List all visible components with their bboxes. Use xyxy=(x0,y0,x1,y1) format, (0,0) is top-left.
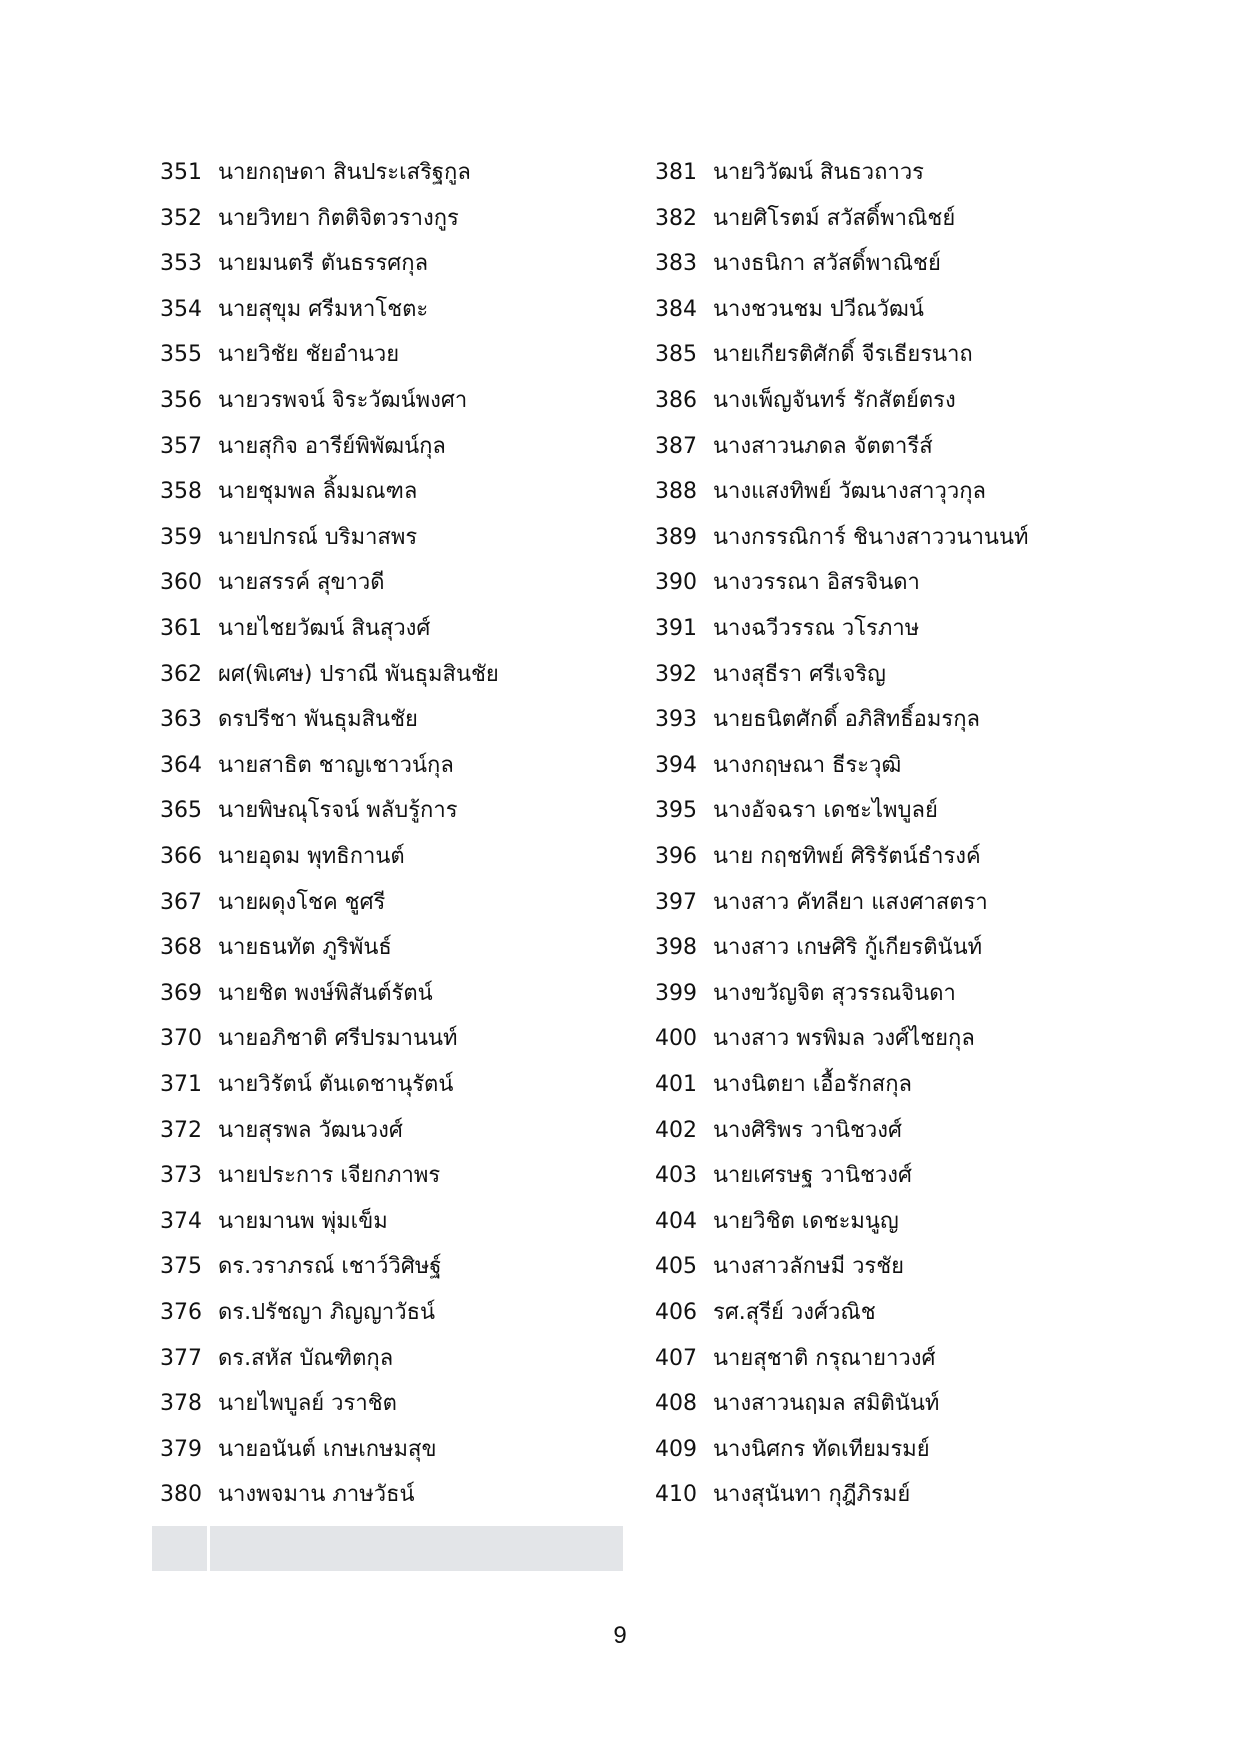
item-number: 403 xyxy=(655,1163,697,1189)
item-number: 399 xyxy=(655,980,697,1006)
item-number: 386 xyxy=(655,388,697,413)
person-name: นางชวนชม ปวีณวัฒน์ xyxy=(713,296,924,322)
item-number: 366 xyxy=(160,844,202,869)
person-name: นางสาวนฤมล สมิตินันท์ xyxy=(713,1391,940,1417)
item-number: 353 xyxy=(160,251,202,277)
person-name: นางเพ็ญจันทร์ รักสัตย์ตรง xyxy=(713,388,956,413)
person-name: นายสรรค์ สุขาวดี xyxy=(218,570,385,596)
person-name: นายอุดม พุทธิกานต์ xyxy=(218,844,405,869)
item-number: 406 xyxy=(655,1300,697,1325)
person-name: นางฉวีวรรณ วโรภาษ xyxy=(713,616,920,641)
person-name: นายสุชาติ กรุณายาวงศ์ xyxy=(713,1345,936,1371)
item-number: 355 xyxy=(160,342,202,368)
item-number: 397 xyxy=(655,889,697,915)
item-number: 373 xyxy=(160,1163,202,1189)
item-number: 380 xyxy=(160,1482,202,1508)
person-name: ดรปรีชา พันธุมสินชัย xyxy=(218,707,418,733)
item-number: 398 xyxy=(655,935,697,961)
person-name: นางสุธีรา ศรีเจริญ xyxy=(713,661,886,687)
person-name: นายศิโรตม์ สวัสดิ์พาณิชย์ xyxy=(713,205,956,231)
item-number: 383 xyxy=(655,251,697,277)
item-number: 400 xyxy=(655,1026,697,1052)
item-number: 371 xyxy=(160,1072,202,1097)
person-name: นายชิต พงษ์พิสันต์รัตน์ xyxy=(218,980,433,1006)
person-name: นายปกรณ์ บริมาสพร xyxy=(218,524,418,550)
item-number: 357 xyxy=(160,433,202,459)
item-number: 402 xyxy=(655,1117,697,1143)
person-name: นางพจมาน ภาษวัธน์ xyxy=(218,1482,415,1508)
person-name: นางศิริพร วานิชวงศ์ xyxy=(713,1117,902,1143)
person-name: นางสาวลักษมี วรชัย xyxy=(713,1254,905,1280)
item-number: 378 xyxy=(160,1391,202,1417)
item-number: 410 xyxy=(655,1482,697,1508)
item-number: 390 xyxy=(655,570,697,596)
person-name: นางขวัญจิต สุวรรณจินดา xyxy=(713,980,956,1006)
person-name: นางสาว พรพิมล วงศ์ไชยกุล xyxy=(713,1026,975,1052)
item-number: 361 xyxy=(160,616,202,641)
person-name: นายธนิตศักดิ์ อภิสิทธิ์อมรกุล xyxy=(713,707,981,733)
person-name: นางกฤษณา ธีระวุฒิ xyxy=(713,752,902,778)
item-number: 360 xyxy=(160,570,202,596)
item-number: 375 xyxy=(160,1254,202,1280)
item-number: 408 xyxy=(655,1391,697,1417)
person-name: นางธนิกา สวัสดิ์พาณิชย์ xyxy=(713,251,941,277)
person-name: นายเศรษฐ วานิชวงศ์ xyxy=(713,1163,912,1189)
person-name: นายวรพจน์ จิระวัฒน์พงศา xyxy=(218,388,468,413)
item-number: 394 xyxy=(655,752,697,778)
item-number: 362 xyxy=(160,661,202,687)
person-name: นายผดุงโชค ชูศรี xyxy=(218,889,386,915)
item-number: 387 xyxy=(655,433,697,459)
person-name: นายสุรพล วัฒนวงศ์ xyxy=(218,1117,403,1143)
person-name: ดร.สหัส บัณฑิตกุล xyxy=(218,1345,394,1371)
item-number: 356 xyxy=(160,388,202,413)
item-number: 393 xyxy=(655,707,697,733)
person-name: นายสาธิต ชาญเชาวน์กุล xyxy=(218,752,454,778)
person-name: นายมนตรี ตันธรรศกุล xyxy=(218,251,429,277)
person-name: นายวิทยา กิตติจิตวรางกูร xyxy=(218,205,459,231)
person-name: นายสุกิจ อารีย์พิพัฒน์กุล xyxy=(218,433,446,459)
person-name: นายเกียรติศักดิ์ จีรเธียรนาถ xyxy=(713,342,973,368)
item-number: 401 xyxy=(655,1072,697,1097)
empty-cell-number xyxy=(152,1526,207,1571)
empty-cell-name xyxy=(210,1526,623,1571)
person-name: นางนิตยา เอื้อรักสกุล xyxy=(713,1072,913,1097)
person-name: นายธนทัต ภูริพันธ์ xyxy=(218,935,392,961)
item-number: 381 xyxy=(655,160,697,185)
person-name: ดร.วราภรณ์ เชาว์วิศิษฐ์ xyxy=(218,1254,442,1280)
person-name: นายวิวัฒน์ สินธวถาวร xyxy=(713,160,924,185)
item-number: 364 xyxy=(160,752,202,778)
item-number: 354 xyxy=(160,296,202,322)
person-name: นางสาวนภดล จัตตารีส์ xyxy=(713,433,933,459)
person-name: นางอัจฉรา เดชะไพบูลย์ xyxy=(713,798,938,824)
person-name: นายไชยวัฒน์ สินสุวงศ์ xyxy=(218,616,431,641)
item-number: 363 xyxy=(160,707,202,733)
item-number: 382 xyxy=(655,205,697,231)
person-name: นายมานพ พุ่มเข็ม xyxy=(218,1208,388,1234)
person-name: นางกรรณิการ์ ชินางสาววนานนท์ xyxy=(713,524,1029,550)
item-number: 377 xyxy=(160,1345,202,1371)
item-number: 372 xyxy=(160,1117,202,1143)
item-number: 407 xyxy=(655,1345,697,1371)
item-number: 369 xyxy=(160,980,202,1006)
person-name: นายสุขุม ศรีมหาโชตะ xyxy=(218,296,429,322)
item-number: 365 xyxy=(160,798,202,824)
person-name: ดร.ปรัชญา ภิญญาวัธน์ xyxy=(218,1300,436,1325)
item-number: 384 xyxy=(655,296,697,322)
item-number: 379 xyxy=(160,1436,202,1462)
page-number: 9 xyxy=(613,1622,627,1649)
item-number: 405 xyxy=(655,1254,697,1280)
person-name: นายอนันต์ เกษเกษมสุข xyxy=(218,1436,437,1462)
item-number: 385 xyxy=(655,342,697,368)
person-name: นายวิชิต เดชะมนูญ xyxy=(713,1208,899,1234)
item-number: 368 xyxy=(160,935,202,961)
person-name: นายไพบูลย์ วราชิต xyxy=(218,1391,397,1417)
item-number: 374 xyxy=(160,1208,202,1234)
item-number: 395 xyxy=(655,798,697,824)
item-number: 352 xyxy=(160,205,202,231)
person-name: นายอภิชาติ ศรีปรมานนท์ xyxy=(218,1026,458,1052)
person-name: นายประการ เจียกภาพร xyxy=(218,1163,441,1189)
item-number: 391 xyxy=(655,616,697,641)
item-number: 367 xyxy=(160,889,202,915)
person-name: นางสาว คัทลียา แสงศาสตรา xyxy=(713,889,988,915)
person-name: นายกฤษดา สินประเสริฐกูล xyxy=(218,160,471,185)
item-number: 389 xyxy=(655,524,697,550)
person-name: นายวิรัตน์ ตันเดชานุรัตน์ xyxy=(218,1072,454,1097)
person-name: นายวิชัย ชัยอำนวย xyxy=(218,342,400,368)
item-number: 351 xyxy=(160,160,202,185)
person-name: นางวรรณา อิสรจินดา xyxy=(713,570,920,596)
item-number: 396 xyxy=(655,844,697,869)
person-name: นาย กฤชทิพย์ ศิริรัตน์ธำรงค์ xyxy=(713,844,981,869)
person-name: นางนิศกร ทัดเทียมรมย์ xyxy=(713,1436,930,1462)
item-number: 358 xyxy=(160,479,202,505)
item-number: 404 xyxy=(655,1208,697,1234)
item-number: 359 xyxy=(160,524,202,550)
person-name: นางแสงทิพย์ วัฒนางสาวุวกุล xyxy=(713,479,987,505)
item-number: 392 xyxy=(655,661,697,687)
person-name: นางสุนันทา กุฎีภิรมย์ xyxy=(713,1482,911,1508)
person-name: นายชุมพล ลิ้มมณฑล xyxy=(218,479,418,505)
item-number: 388 xyxy=(655,479,697,505)
person-name: นางสาว เกษศิริ กู้เกียรตินันท์ xyxy=(713,935,983,961)
item-number: 409 xyxy=(655,1436,697,1462)
person-name: รศ.สุรีย์ วงศ์วณิช xyxy=(713,1300,876,1325)
item-number: 370 xyxy=(160,1026,202,1052)
person-name: นายพิษณุโรจน์ พลับรู้การ xyxy=(218,798,458,824)
item-number: 376 xyxy=(160,1300,202,1325)
person-name: ผศ(พิเศษ) ปราณี พันธุมสินชัย xyxy=(218,661,499,687)
